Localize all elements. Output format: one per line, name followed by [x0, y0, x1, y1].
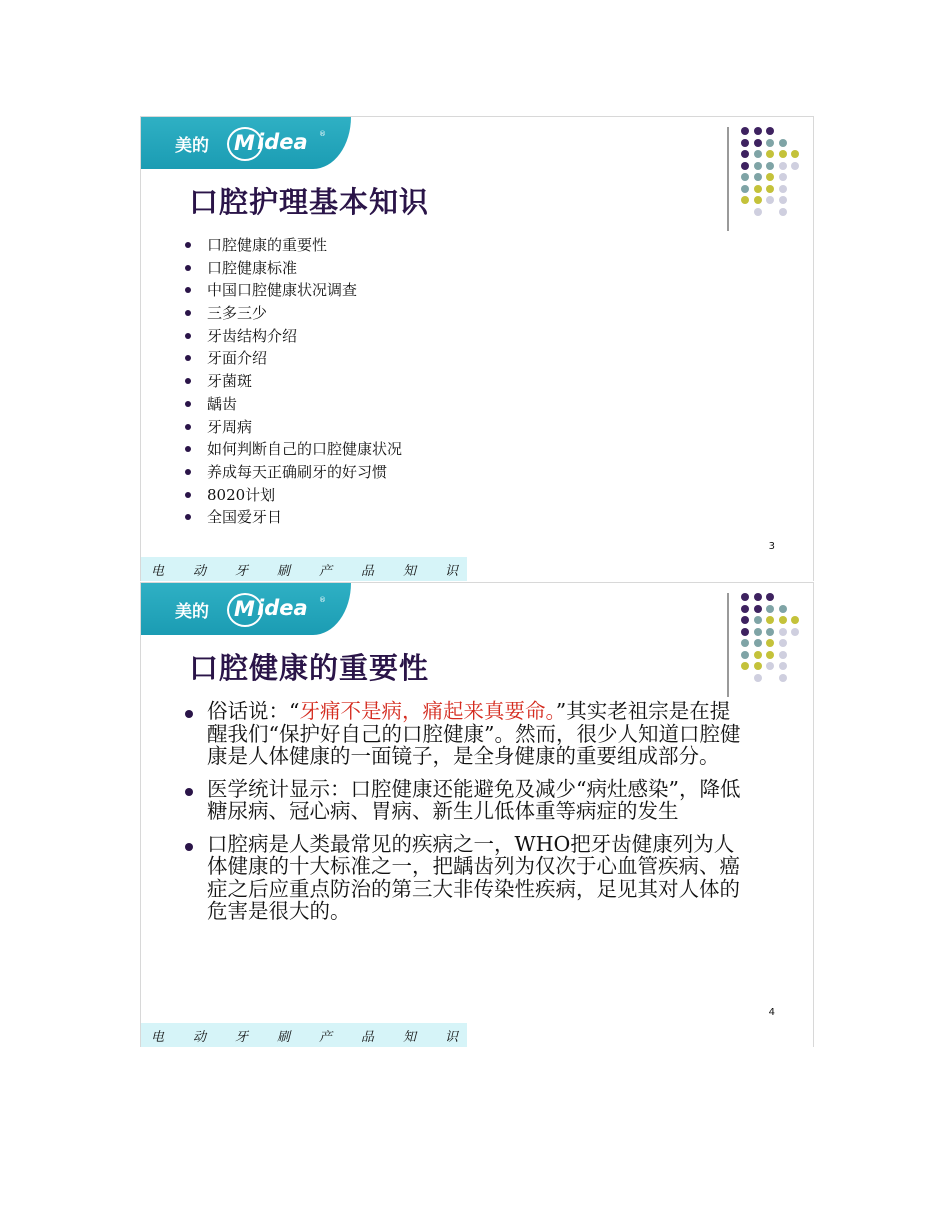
decorative-dot: [791, 616, 799, 624]
list-item: 口腔健康标准: [185, 257, 402, 280]
footer-char: 刷: [277, 564, 291, 579]
decorative-dot: [741, 162, 749, 170]
decorative-dot: [766, 150, 774, 158]
slide-title: 口腔护理基本知识: [189, 185, 430, 219]
list-item: 养成每天正确刷牙的好习惯: [185, 461, 402, 484]
decorative-dot: [741, 605, 749, 613]
footer-char: 品: [361, 1030, 375, 1045]
decorative-dot: [754, 662, 762, 670]
footer-banner: [141, 1023, 467, 1047]
decorative-dot: [741, 651, 749, 659]
decorative-dot: [779, 674, 787, 682]
decorative-dot: [741, 196, 749, 204]
footer-char: 产: [319, 1030, 333, 1045]
bullet-icon: [185, 287, 191, 293]
decorative-dot: [741, 616, 749, 624]
footer-char: 动: [193, 564, 207, 579]
decorative-dot: [754, 628, 762, 636]
logo-registered-mark: ®: [319, 596, 326, 604]
decorative-dot: [791, 162, 799, 170]
bullet-icon: [185, 424, 191, 430]
footer-char: 电: [151, 564, 165, 579]
decorative-dot: [779, 639, 787, 647]
paragraph-item: 医学统计显示：口腔健康还能避免及减少“病灶感染”，降低糖尿病、冠心病、胃病、新生儿低体重等病症的发生: [185, 778, 745, 823]
list-item: 龋齿: [185, 393, 402, 416]
footer-char: 产: [319, 564, 333, 579]
decorative-dot: [754, 127, 762, 135]
footer-char: 电: [151, 1030, 165, 1045]
footer-char: 识: [445, 564, 459, 579]
list-item: 牙菌斑: [185, 370, 402, 393]
decorative-dot: [779, 605, 787, 613]
bullet-icon: [185, 788, 193, 796]
decorative-dot: [741, 150, 749, 158]
list-item: 牙齿结构介绍: [185, 325, 402, 348]
decorative-dot: [766, 127, 774, 135]
decorative-dot: [741, 662, 749, 670]
decorative-dot: [766, 162, 774, 170]
decorative-dot: [766, 605, 774, 613]
decorative-dot: [766, 662, 774, 670]
logo-m-mark: M: [227, 593, 263, 627]
list-item: 全国爱牙日: [185, 506, 402, 529]
decorative-dot: [741, 185, 749, 193]
logo-registered-mark: ®: [319, 130, 326, 138]
page-number: 4: [768, 1007, 775, 1018]
decorative-dot: [779, 651, 787, 659]
bullet-icon: [185, 355, 191, 361]
footer-char: 知: [403, 564, 417, 579]
logo-brand-text: idea: [257, 596, 308, 620]
bullet-icon: [185, 265, 191, 271]
decorative-dot: [741, 173, 749, 181]
paragraph-list: [185, 700, 745, 933]
bullet-icon: [185, 469, 191, 475]
decorative-dot: [766, 628, 774, 636]
bullet-icon: [185, 242, 191, 248]
decorative-dot: [754, 139, 762, 147]
bullet-icon: [185, 401, 191, 407]
bullet-icon: [185, 492, 191, 498]
decorative-dot: [754, 616, 762, 624]
bullet-icon: [185, 710, 193, 718]
decorative-dot: [741, 628, 749, 636]
bullet-icon: [185, 514, 191, 520]
decorative-dot: [766, 593, 774, 601]
decorative-dot: [754, 208, 762, 216]
decorative-dot: [741, 127, 749, 135]
footer-char: 品: [361, 564, 375, 579]
decorative-dot: [779, 150, 787, 158]
bullet-icon: [185, 310, 191, 316]
list-item: 牙面介绍: [185, 347, 402, 370]
logo-chinese-text: 美的: [175, 136, 209, 156]
decorative-dot: [766, 196, 774, 204]
decorative-dot: [766, 616, 774, 624]
decorative-dot: [766, 651, 774, 659]
decorative-dots: [741, 593, 801, 683]
midea-logo: [141, 583, 351, 635]
list-item: 中国口腔健康状况调查: [185, 279, 402, 302]
decorative-dot: [741, 593, 749, 601]
decorative-dot: [779, 185, 787, 193]
decorative-dot: [779, 208, 787, 216]
list-item: 牙周病: [185, 416, 402, 439]
decorative-dot: [779, 139, 787, 147]
decorative-dot: [754, 674, 762, 682]
decorative-dot: [779, 628, 787, 636]
logo-brand-text: idea: [257, 130, 308, 154]
decorative-dot: [779, 162, 787, 170]
slide-4: [140, 582, 814, 1047]
decorative-dot: [754, 593, 762, 601]
paragraph-item: 口腔病是人类最常见的疾病之一，WHO把牙齿健康列为人体健康的十大标准之一，把龋齿列为仅次于心血管疾病、癌症之后应重点防治的第三大非传染性疾病，足见其对人体的危害是很大的。: [185, 833, 745, 923]
bullet-icon: [185, 843, 193, 851]
decorative-dot: [754, 150, 762, 158]
decorative-dot: [754, 639, 762, 647]
divider-line: [727, 127, 729, 231]
decorative-dot: [766, 639, 774, 647]
decorative-dot: [791, 628, 799, 636]
logo-chinese-text: 美的: [175, 602, 209, 622]
list-item: 口腔健康的重要性: [185, 234, 402, 257]
list-item: 三多三少: [185, 302, 402, 325]
footer-char: 刷: [277, 1030, 291, 1045]
bullet-icon: [185, 333, 191, 339]
decorative-dot: [741, 139, 749, 147]
list-item: 如何判断自己的口腔健康状况: [185, 438, 402, 461]
footer-char: 牙: [235, 564, 249, 579]
decorative-dot: [754, 162, 762, 170]
bullet-icon: [185, 446, 191, 452]
footer-banner: [141, 557, 467, 581]
decorative-dot: [766, 185, 774, 193]
footer-char: 牙: [235, 1030, 249, 1045]
decorative-dot: [779, 616, 787, 624]
footer-char: 知: [403, 1030, 417, 1045]
decorative-dot: [754, 651, 762, 659]
decorative-dot: [754, 173, 762, 181]
list-item: 8020计划: [185, 484, 402, 507]
footer-char: 动: [193, 1030, 207, 1045]
topic-list: [185, 234, 402, 529]
paragraph-item: 俗话说：“牙痛不是病，痛起来真要命。”其实老祖宗是在提醒我们“保护好自己的口腔健康”。然而，很少人知道口腔健康是人体健康的一面镜子，是全身健康的重要组成部分。: [185, 700, 745, 768]
highlight-quote: 牙痛不是病，痛起来真要命。: [299, 699, 556, 723]
decorative-dot: [791, 150, 799, 158]
decorative-dot: [754, 605, 762, 613]
decorative-dot: [766, 139, 774, 147]
slide-3: [140, 116, 814, 581]
page-number: 3: [768, 541, 775, 552]
decorative-dot: [779, 196, 787, 204]
divider-line: [727, 593, 729, 697]
logo-m-mark: M: [227, 127, 263, 161]
slide-title: 口腔健康的重要性: [189, 651, 430, 685]
decorative-dot: [741, 639, 749, 647]
bullet-icon: [185, 378, 191, 384]
decorative-dot: [779, 662, 787, 670]
decorative-dot: [766, 173, 774, 181]
decorative-dot: [754, 185, 762, 193]
decorative-dot: [754, 196, 762, 204]
footer-char: 识: [445, 1030, 459, 1045]
decorative-dot: [779, 173, 787, 181]
midea-logo: [141, 117, 351, 169]
decorative-dots: [741, 127, 801, 217]
